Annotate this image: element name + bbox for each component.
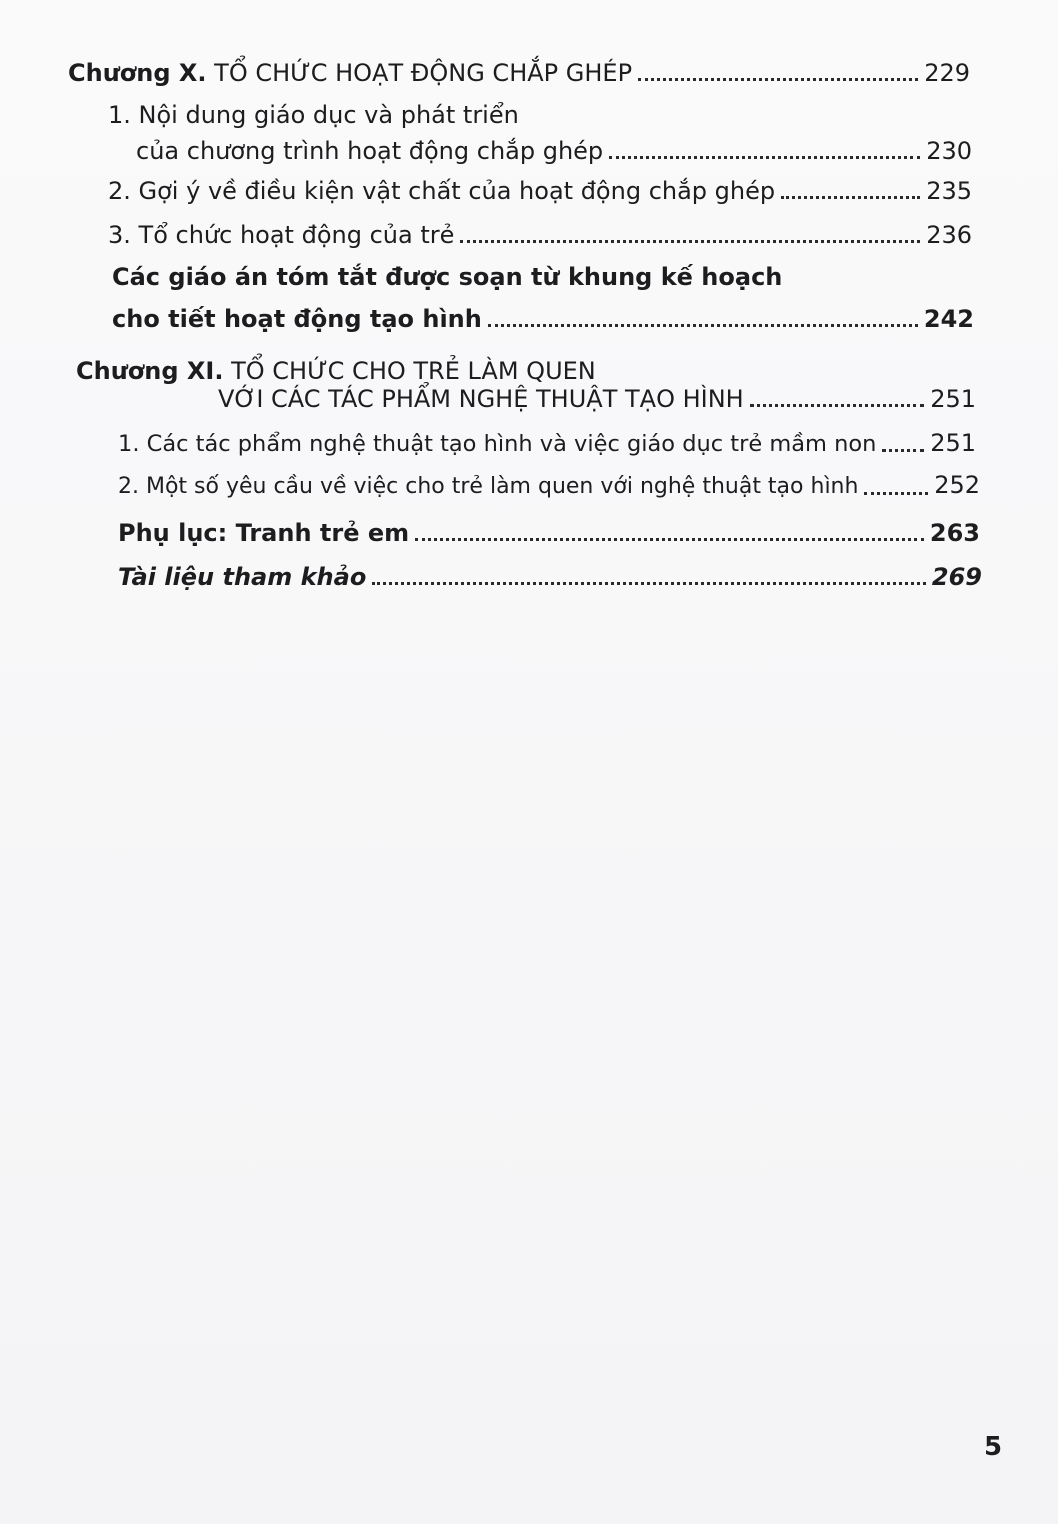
chapter-title: TỔ CHỨC CHO TRẺ LÀM QUEN (231, 357, 596, 385)
toc-entry-line: Các giáo án tóm tắt được soạn từ khung kế hoạch (112, 263, 783, 291)
page-number: 5 (984, 1432, 1003, 1462)
dot-leader (609, 156, 920, 159)
toc-entry-title: cho tiết hoạt động tạo hình (112, 305, 482, 333)
toc-entry-title (68, 58, 632, 88)
toc-entry-chapter-11-line1 (76, 356, 596, 386)
toc-entry-title: Tài liệu tham khảo (118, 563, 367, 591)
dot-leader (460, 240, 920, 243)
toc-page-number: 251 (930, 385, 976, 413)
toc-entry-chapter-10 (68, 58, 970, 88)
toc-entry-appendix (118, 518, 980, 548)
toc-entry-title: 2. Một số yêu cầu về việc cho trẻ làm quen với nghệ thuật tạo hình (118, 474, 859, 499)
toc-entry-title: 2. Gợi ý về điều kiện vật chất của hoạt động chắp ghép (108, 177, 776, 205)
dot-leader (864, 492, 928, 495)
toc-entry-section-10-3 (108, 220, 972, 250)
dot-leader (415, 538, 924, 541)
dot-leader (638, 78, 918, 81)
toc-page-number: 242 (923, 305, 974, 333)
toc-page-number: 251 (930, 429, 976, 457)
toc-page-number: 236 (926, 221, 972, 249)
toc-page-number: 269 (931, 563, 982, 591)
toc-entry-line: 1. Nội dung giáo dục và phát triển (108, 101, 519, 129)
toc-entry-section-11-2 (118, 470, 980, 502)
toc-page-number: 263 (929, 519, 980, 547)
dot-leader (488, 324, 918, 327)
toc-page-number: 235 (926, 177, 972, 205)
chapter-title: TỔ CHỨC HOẠT ĐỘNG CHẮP GHÉP (214, 59, 633, 87)
chapter-label: Chương XI. (76, 357, 224, 385)
toc-entry-title: của chương trình hoạt động chắp ghép (136, 137, 604, 165)
dot-leader (372, 582, 926, 585)
toc-entry-references (118, 562, 982, 592)
toc-entry-section-10-2 (108, 176, 972, 206)
dot-leader (750, 404, 924, 407)
toc-entry-section-10-1 (136, 136, 972, 166)
toc-entry-chapter-11 (218, 384, 976, 414)
toc-page-number: 252 (934, 471, 980, 499)
dot-leader (781, 196, 920, 199)
dot-leader (882, 449, 924, 452)
toc-entry-title: 3. Tổ chức hoạt động của trẻ (108, 221, 455, 249)
toc-page-number: 230 (926, 137, 972, 165)
toc-entry-title: 1. Các tác phẩm nghệ thuật tạo hình và việc giáo dục trẻ mầm non (118, 431, 877, 457)
toc-entry-section-11-1 (118, 428, 976, 459)
toc-entry-title: Phụ lục: Tranh trẻ em (118, 519, 410, 547)
toc-page-number: 229 (924, 59, 970, 87)
toc-entry-lessons (112, 304, 974, 334)
chapter-label: Chương X. (68, 59, 207, 87)
toc-entry-title: VỚI CÁC TÁC PHẨM NGHỆ THUẬT TẠO HÌNH (218, 385, 744, 413)
